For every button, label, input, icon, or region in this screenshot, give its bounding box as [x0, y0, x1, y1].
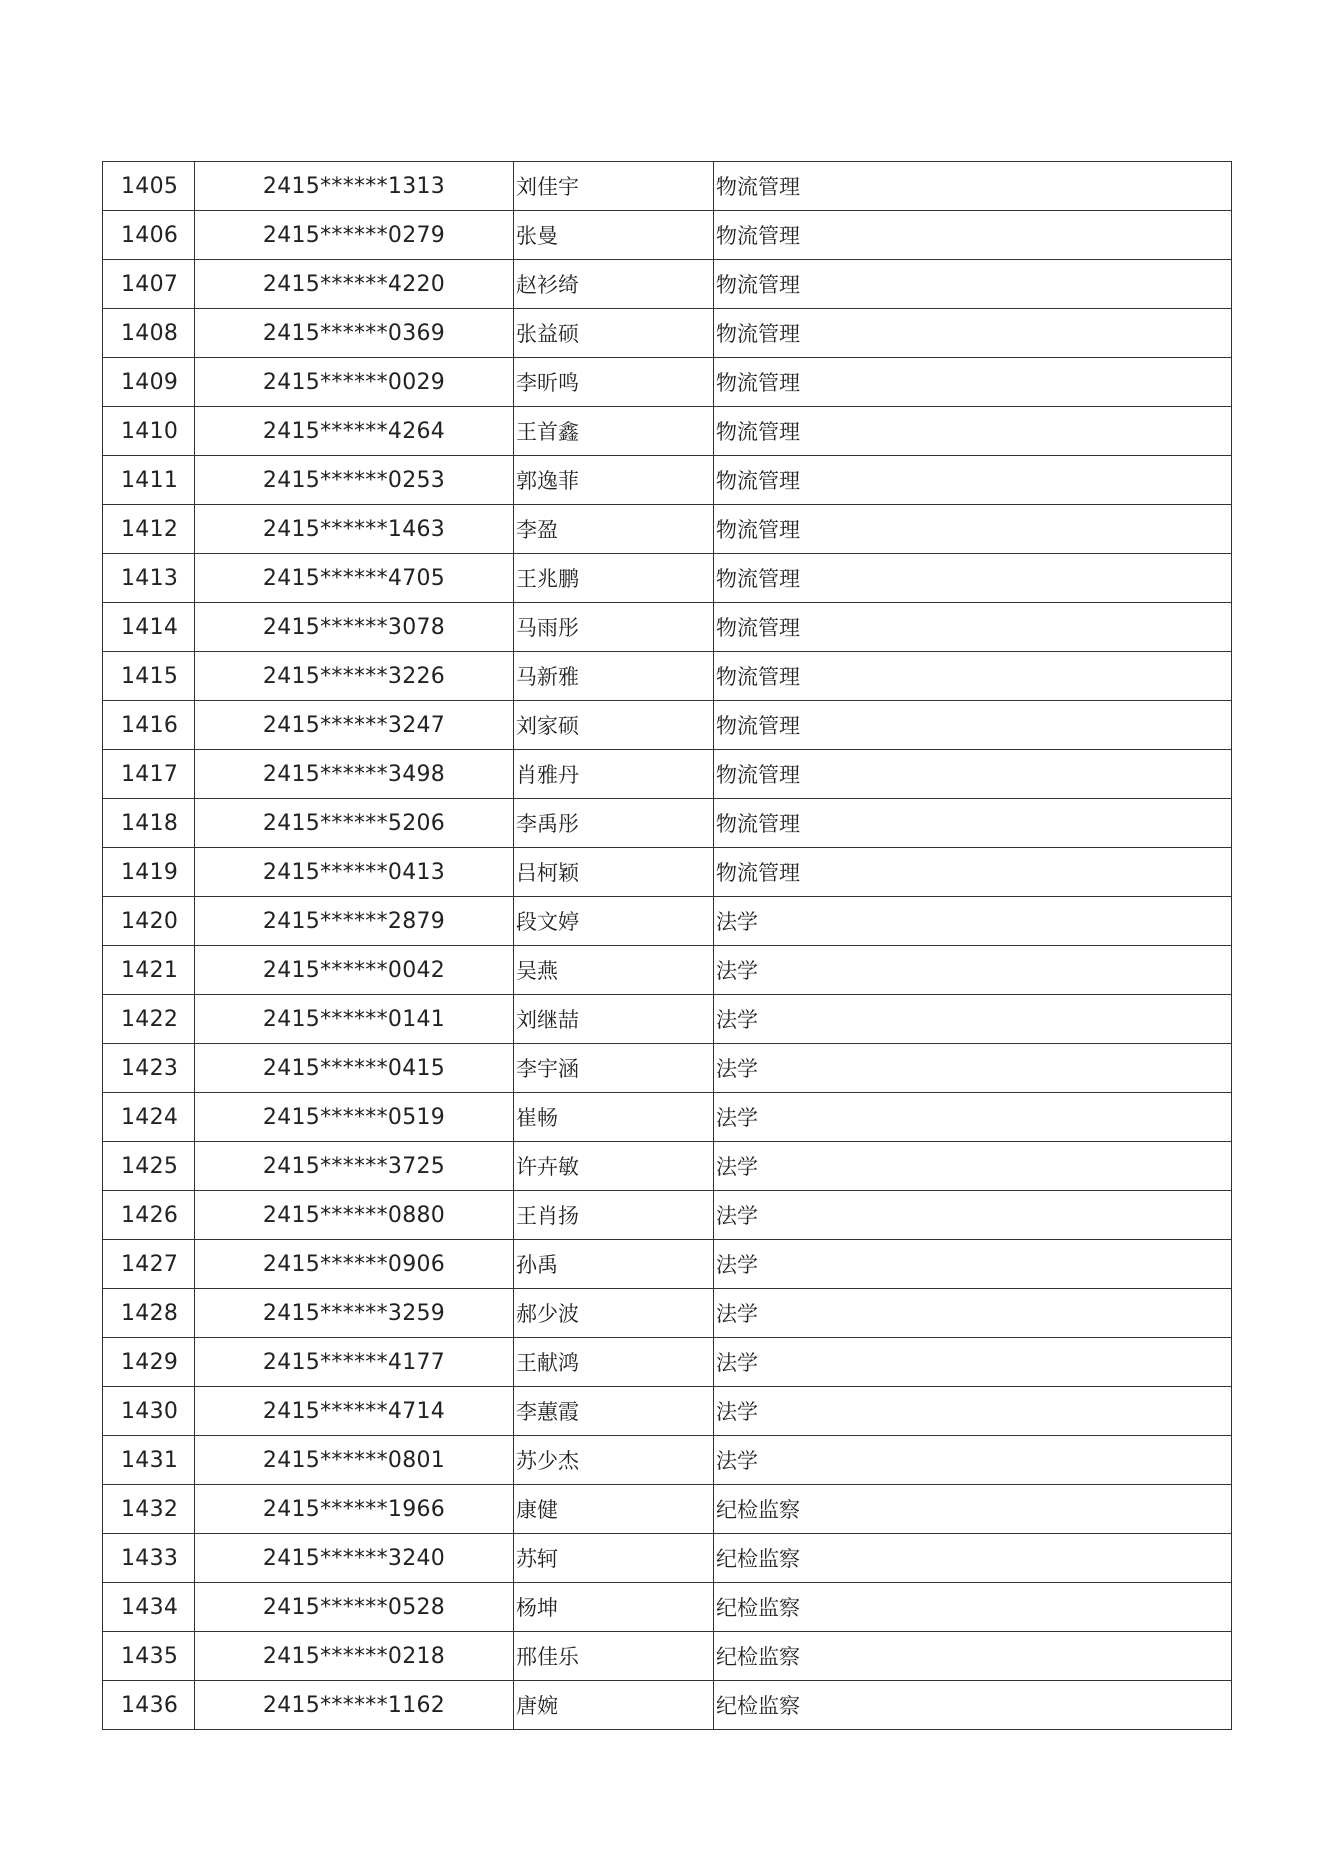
- row-number-cell: 1414: [103, 603, 195, 652]
- major-cell: 纪检监察: [714, 1485, 1232, 1534]
- table-row: [103, 456, 1232, 505]
- row-number-cell: 1420: [103, 897, 195, 946]
- roster-table-body: [103, 162, 1232, 1730]
- student-id-cell: 2415******0253: [195, 456, 514, 505]
- student-name-cell: 刘佳宇: [514, 162, 714, 211]
- row-number-cell: 1434: [103, 1583, 195, 1632]
- table-row: [103, 1142, 1232, 1191]
- major-cell: 法学: [714, 1093, 1232, 1142]
- student-id-cell: 2415******3078: [195, 603, 514, 652]
- row-number-cell: 1417: [103, 750, 195, 799]
- row-number-cell: 1416: [103, 701, 195, 750]
- table-row: [103, 1240, 1232, 1289]
- table-row: [103, 701, 1232, 750]
- major-cell: 纪检监察: [714, 1534, 1232, 1583]
- student-name-cell: 马新雅: [514, 652, 714, 701]
- student-name-cell: 李蕙霞: [514, 1387, 714, 1436]
- major-cell: 法学: [714, 1387, 1232, 1436]
- table-row: [103, 995, 1232, 1044]
- major-cell: 法学: [714, 897, 1232, 946]
- row-number-cell: 1431: [103, 1436, 195, 1485]
- table-row: [103, 505, 1232, 554]
- major-cell: 物流管理: [714, 456, 1232, 505]
- table-row: [103, 260, 1232, 309]
- student-name-cell: 崔畅: [514, 1093, 714, 1142]
- student-name-cell: 刘家硕: [514, 701, 714, 750]
- table-row: [103, 358, 1232, 407]
- major-cell: 法学: [714, 1436, 1232, 1485]
- major-cell: 物流管理: [714, 652, 1232, 701]
- major-cell: 物流管理: [714, 848, 1232, 897]
- major-cell: 物流管理: [714, 603, 1232, 652]
- major-cell: 法学: [714, 995, 1232, 1044]
- student-name-cell: 王兆鹏: [514, 554, 714, 603]
- major-cell: 法学: [714, 1338, 1232, 1387]
- major-cell: 物流管理: [714, 799, 1232, 848]
- student-id-cell: 2415******3725: [195, 1142, 514, 1191]
- table-row: [103, 897, 1232, 946]
- table-row: [103, 799, 1232, 848]
- major-cell: 物流管理: [714, 750, 1232, 799]
- student-id-cell: 2415******4220: [195, 260, 514, 309]
- row-number-cell: 1430: [103, 1387, 195, 1436]
- row-number-cell: 1425: [103, 1142, 195, 1191]
- row-number-cell: 1429: [103, 1338, 195, 1387]
- student-name-cell: 王献鸿: [514, 1338, 714, 1387]
- student-id-cell: 2415******0801: [195, 1436, 514, 1485]
- student-name-cell: 吕柯颖: [514, 848, 714, 897]
- row-number-cell: 1407: [103, 260, 195, 309]
- table-row: [103, 946, 1232, 995]
- student-name-cell: 郝少波: [514, 1289, 714, 1338]
- student-name-cell: 许卉敏: [514, 1142, 714, 1191]
- row-number-cell: 1410: [103, 407, 195, 456]
- major-cell: 物流管理: [714, 407, 1232, 456]
- student-id-cell: 2415******0906: [195, 1240, 514, 1289]
- row-number-cell: 1421: [103, 946, 195, 995]
- student-name-cell: 张益硕: [514, 309, 714, 358]
- student-id-cell: 2415******0519: [195, 1093, 514, 1142]
- row-number-cell: 1418: [103, 799, 195, 848]
- table-row: [103, 1289, 1232, 1338]
- table-row: [103, 1044, 1232, 1093]
- major-cell: 物流管理: [714, 211, 1232, 260]
- student-id-cell: 2415******1162: [195, 1681, 514, 1730]
- student-id-cell: 2415******1313: [195, 162, 514, 211]
- table-row: [103, 554, 1232, 603]
- row-number-cell: 1432: [103, 1485, 195, 1534]
- student-id-cell: 2415******4264: [195, 407, 514, 456]
- row-number-cell: 1436: [103, 1681, 195, 1730]
- student-id-cell: 2415******0369: [195, 309, 514, 358]
- major-cell: 法学: [714, 946, 1232, 995]
- student-name-cell: 李宇涵: [514, 1044, 714, 1093]
- student-id-cell: 2415******0528: [195, 1583, 514, 1632]
- row-number-cell: 1428: [103, 1289, 195, 1338]
- row-number-cell: 1426: [103, 1191, 195, 1240]
- student-name-cell: 张曼: [514, 211, 714, 260]
- student-name-cell: 赵衫绮: [514, 260, 714, 309]
- row-number-cell: 1419: [103, 848, 195, 897]
- major-cell: 物流管理: [714, 358, 1232, 407]
- student-id-cell: 2415******4705: [195, 554, 514, 603]
- major-cell: 物流管理: [714, 505, 1232, 554]
- major-cell: 法学: [714, 1142, 1232, 1191]
- table-row: [103, 1534, 1232, 1583]
- student-id-cell: 2415******3240: [195, 1534, 514, 1583]
- student-name-cell: 吴燕: [514, 946, 714, 995]
- row-number-cell: 1433: [103, 1534, 195, 1583]
- major-cell: 法学: [714, 1289, 1232, 1338]
- student-name-cell: 李盈: [514, 505, 714, 554]
- row-number-cell: 1415: [103, 652, 195, 701]
- table-row: [103, 309, 1232, 358]
- major-cell: 纪检监察: [714, 1583, 1232, 1632]
- student-name-cell: 苏少杰: [514, 1436, 714, 1485]
- student-name-cell: 郭逸菲: [514, 456, 714, 505]
- student-name-cell: 孙禹: [514, 1240, 714, 1289]
- table-row: [103, 407, 1232, 456]
- table-row: [103, 1191, 1232, 1240]
- student-name-cell: 马雨彤: [514, 603, 714, 652]
- student-name-cell: 苏轲: [514, 1534, 714, 1583]
- table-row: [103, 1583, 1232, 1632]
- row-number-cell: 1435: [103, 1632, 195, 1681]
- student-id-cell: 2415******0279: [195, 211, 514, 260]
- row-number-cell: 1427: [103, 1240, 195, 1289]
- row-number-cell: 1408: [103, 309, 195, 358]
- major-cell: 物流管理: [714, 309, 1232, 358]
- major-cell: 法学: [714, 1240, 1232, 1289]
- student-id-cell: 2415******5206: [195, 799, 514, 848]
- student-id-cell: 2415******1966: [195, 1485, 514, 1534]
- student-id-cell: 2415******0141: [195, 995, 514, 1044]
- major-cell: 物流管理: [714, 554, 1232, 603]
- student-id-cell: 2415******4714: [195, 1387, 514, 1436]
- student-name-cell: 李昕鸣: [514, 358, 714, 407]
- student-name-cell: 刘继喆: [514, 995, 714, 1044]
- table-row: [103, 1632, 1232, 1681]
- table-row: [103, 1338, 1232, 1387]
- student-id-cell: 2415******0218: [195, 1632, 514, 1681]
- table-row: [103, 1485, 1232, 1534]
- major-cell: 法学: [714, 1191, 1232, 1240]
- student-id-cell: 2415******0042: [195, 946, 514, 995]
- major-cell: 物流管理: [714, 162, 1232, 211]
- row-number-cell: 1424: [103, 1093, 195, 1142]
- table-row: [103, 652, 1232, 701]
- student-name-cell: 邢佳乐: [514, 1632, 714, 1681]
- major-cell: 法学: [714, 1044, 1232, 1093]
- student-id-cell: 2415******0029: [195, 358, 514, 407]
- row-number-cell: 1423: [103, 1044, 195, 1093]
- table-row: [103, 162, 1232, 211]
- student-name-cell: 康健: [514, 1485, 714, 1534]
- table-row: [103, 1681, 1232, 1730]
- student-name-cell: 唐婉: [514, 1681, 714, 1730]
- table-row: [103, 1387, 1232, 1436]
- student-id-cell: 2415******3247: [195, 701, 514, 750]
- student-name-cell: 段文婷: [514, 897, 714, 946]
- row-number-cell: 1412: [103, 505, 195, 554]
- student-id-cell: 2415******3498: [195, 750, 514, 799]
- table-row: [103, 603, 1232, 652]
- table-row: [103, 211, 1232, 260]
- major-cell: 物流管理: [714, 260, 1232, 309]
- table-row: [103, 750, 1232, 799]
- row-number-cell: 1411: [103, 456, 195, 505]
- major-cell: 纪检监察: [714, 1681, 1232, 1730]
- row-number-cell: 1413: [103, 554, 195, 603]
- student-name-cell: 李禹彤: [514, 799, 714, 848]
- student-name-cell: 杨坤: [514, 1583, 714, 1632]
- major-cell: 物流管理: [714, 701, 1232, 750]
- student-id-cell: 2415******4177: [195, 1338, 514, 1387]
- student-id-cell: 2415******2879: [195, 897, 514, 946]
- table-row: [103, 1436, 1232, 1485]
- student-name-cell: 肖雅丹: [514, 750, 714, 799]
- student-name-cell: 王肖扬: [514, 1191, 714, 1240]
- table-row: [103, 848, 1232, 897]
- row-number-cell: 1422: [103, 995, 195, 1044]
- student-id-cell: 2415******0880: [195, 1191, 514, 1240]
- student-id-cell: 2415******0415: [195, 1044, 514, 1093]
- student-id-cell: 2415******3259: [195, 1289, 514, 1338]
- student-id-cell: 2415******1463: [195, 505, 514, 554]
- row-number-cell: 1406: [103, 211, 195, 260]
- major-cell: 纪检监察: [714, 1632, 1232, 1681]
- row-number-cell: 1409: [103, 358, 195, 407]
- row-number-cell: 1405: [103, 162, 195, 211]
- table-row: [103, 1093, 1232, 1142]
- student-id-cell: 2415******0413: [195, 848, 514, 897]
- student-name-cell: 王首鑫: [514, 407, 714, 456]
- student-id-cell: 2415******3226: [195, 652, 514, 701]
- student-roster-table: [102, 161, 1232, 1730]
